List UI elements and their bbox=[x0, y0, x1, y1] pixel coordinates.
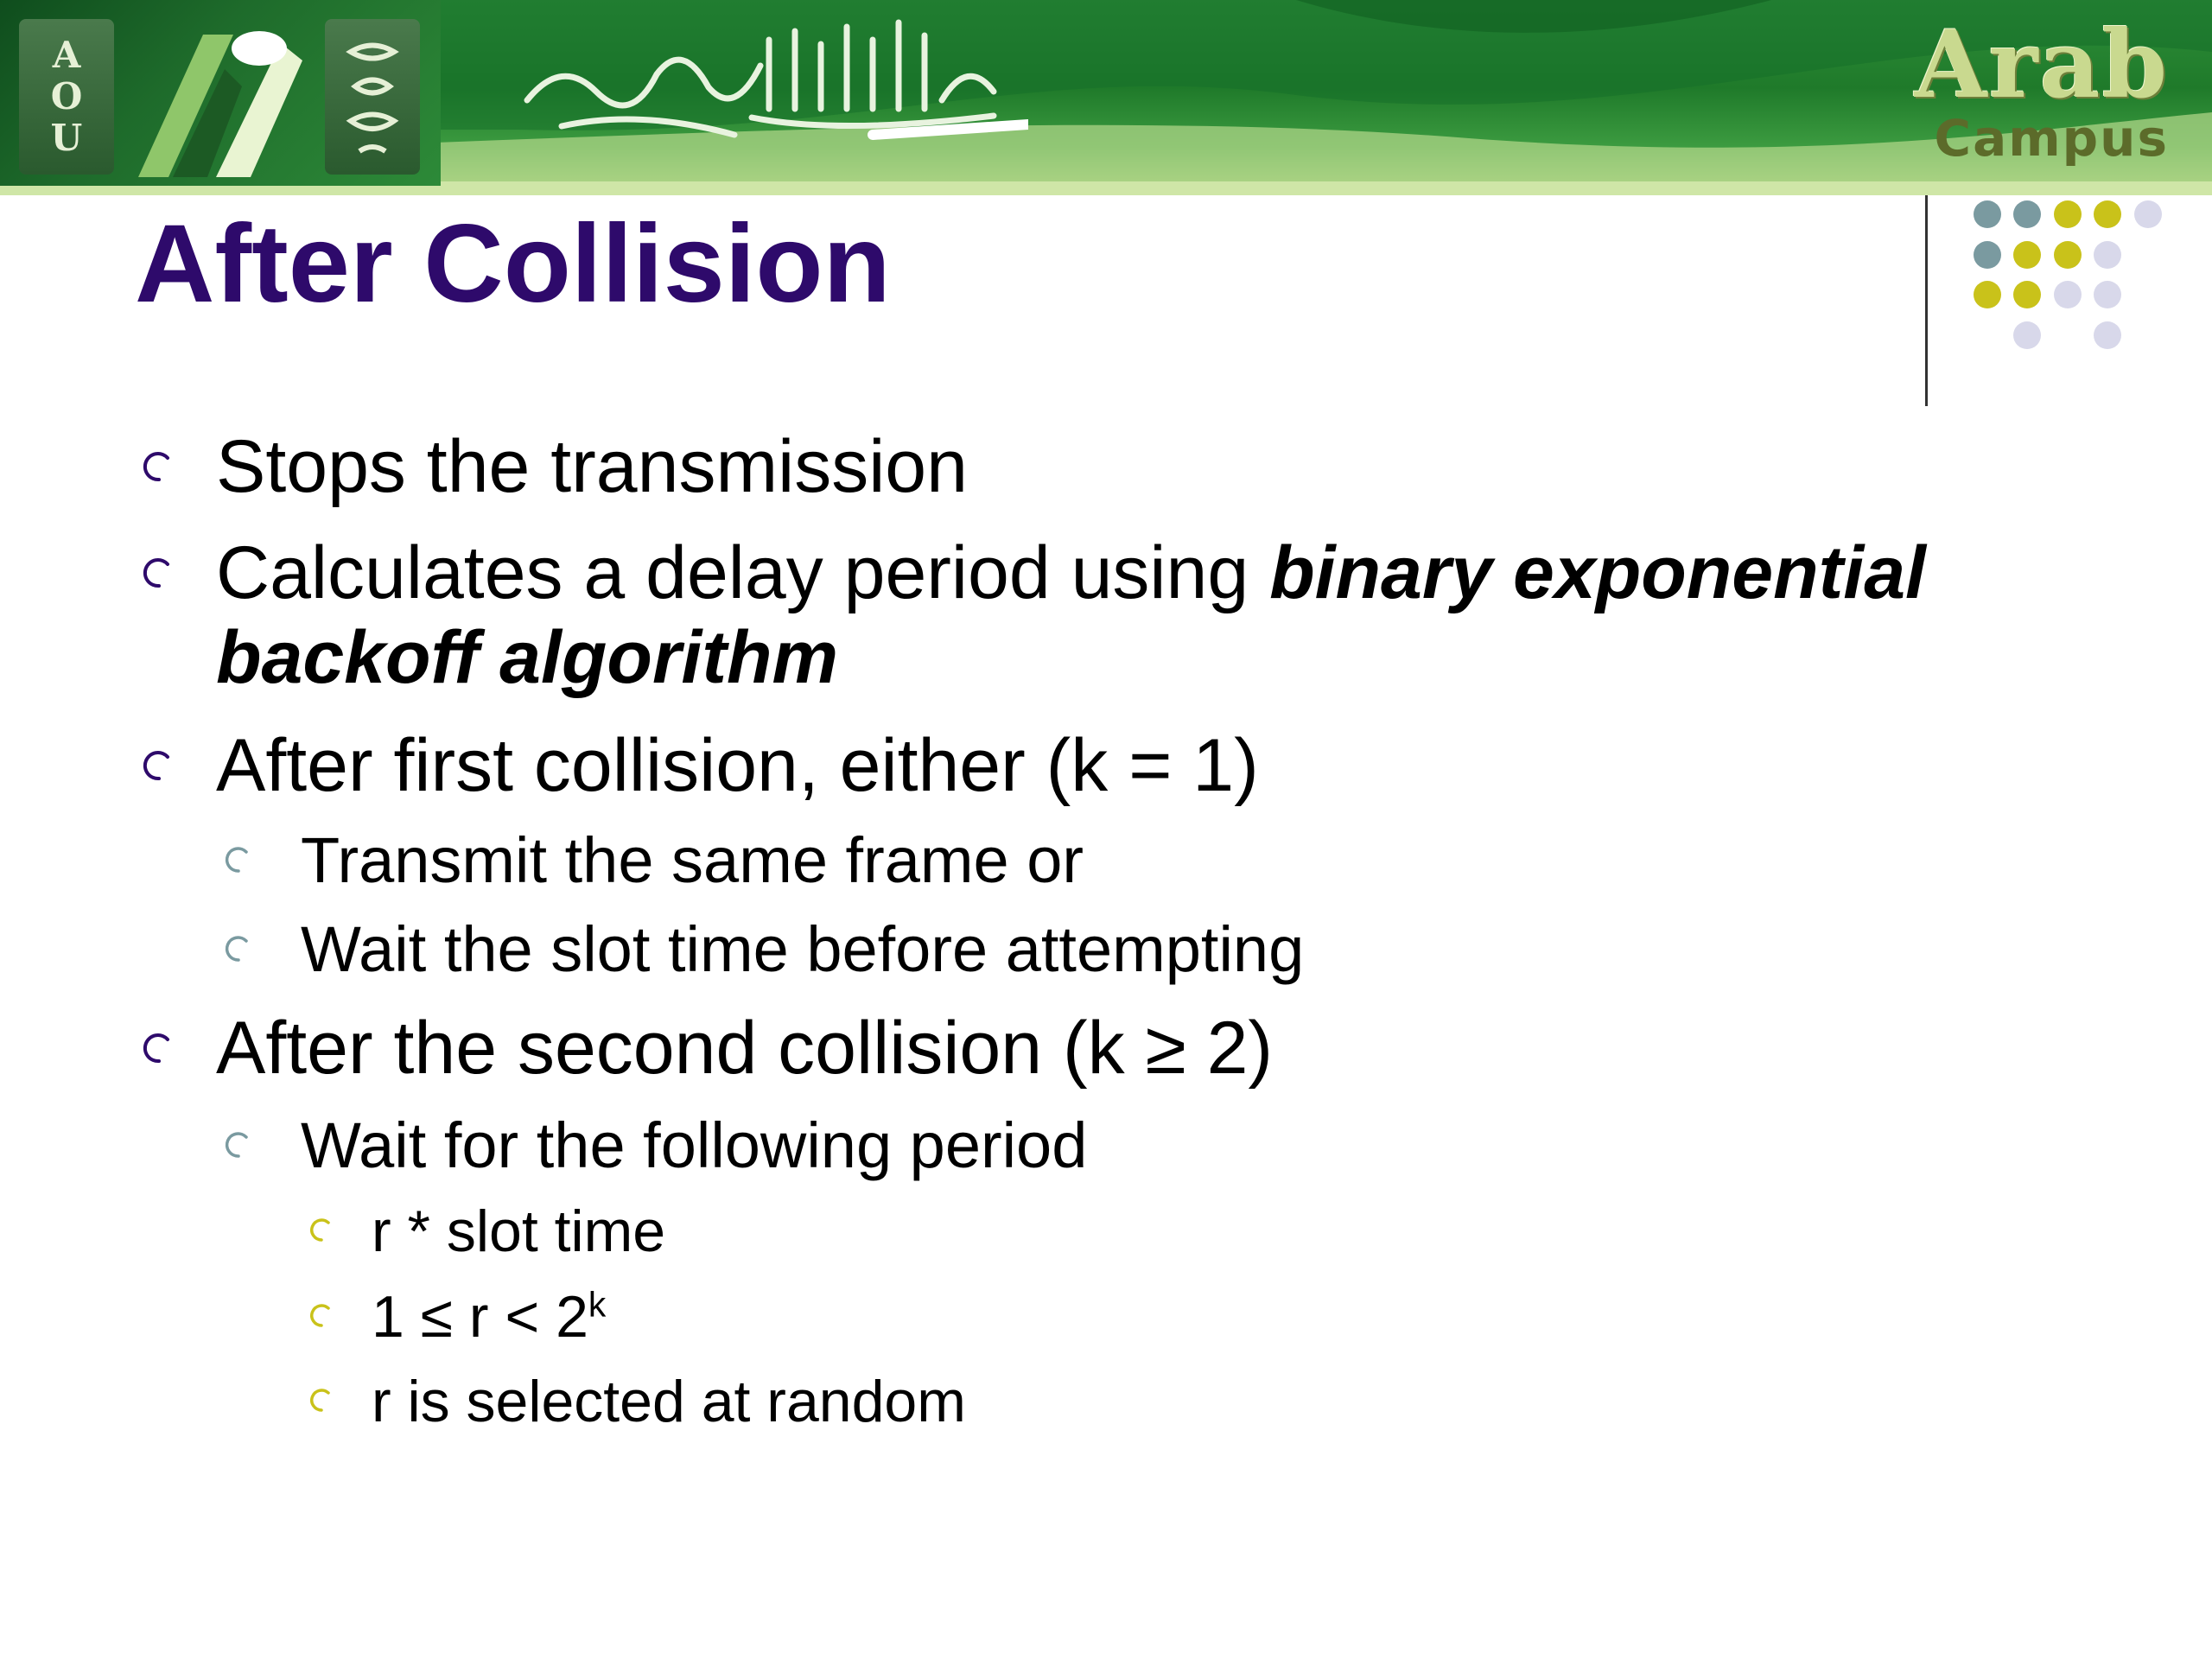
sub-bullet-icon bbox=[221, 932, 254, 965]
bullet-text: After first collision, either (k = 1) bbox=[216, 724, 1259, 807]
decor-dot bbox=[2054, 241, 2082, 269]
aou-logo-letters: AOU bbox=[50, 34, 83, 159]
bullet-text: Stops the transmission bbox=[216, 425, 968, 508]
decor-dot bbox=[2013, 321, 2041, 349]
decor-dot bbox=[2094, 241, 2121, 269]
formula-base: 1 ≤ r < 2 bbox=[372, 1284, 588, 1350]
decor-dot bbox=[1974, 241, 2001, 269]
bullet-icon bbox=[138, 554, 176, 592]
list-item bbox=[216, 723, 2152, 808]
bullet-text: After the second collision (k ≥ 2) bbox=[216, 1007, 1274, 1090]
decor-dot bbox=[2054, 200, 2082, 228]
decor-dot bbox=[2134, 200, 2162, 228]
sub-sub-bullet-icon bbox=[306, 1215, 335, 1244]
list-item bbox=[372, 1282, 2100, 1351]
formula-exponent: k bbox=[588, 1284, 607, 1325]
bullet-text: Wait the slot time before attempting bbox=[301, 913, 1305, 985]
title-divider-line bbox=[1925, 195, 1928, 406]
bullet-icon bbox=[138, 448, 176, 486]
aou-logo-emblem bbox=[121, 17, 315, 181]
bullet-text bbox=[216, 531, 2152, 700]
sub-sub-bullet-icon bbox=[306, 1300, 335, 1330]
decor-dot bbox=[1974, 281, 2001, 308]
bullet-text: Wait for the following period bbox=[301, 1109, 1088, 1181]
calligraphy-graphic bbox=[510, 5, 1028, 152]
bullet-text: r * slot time bbox=[372, 1198, 666, 1264]
bullet-text: r is selected at random bbox=[372, 1369, 966, 1434]
decor-dot bbox=[2094, 281, 2121, 308]
decor-dot bbox=[2094, 200, 2121, 228]
decor-dot bbox=[2013, 200, 2041, 228]
list-item bbox=[372, 1197, 2100, 1266]
brand-arab-text: Arab bbox=[1914, 10, 2169, 119]
decor-dot bbox=[1974, 200, 2001, 228]
header-banner bbox=[0, 0, 2212, 195]
sub-bullet-icon bbox=[221, 1128, 254, 1161]
decor-dot bbox=[2013, 241, 2041, 269]
list-item bbox=[216, 424, 2152, 509]
bullet-text bbox=[372, 1282, 2100, 1351]
brand-campus-text: Campus bbox=[1934, 109, 2169, 168]
decor-dot bbox=[2013, 281, 2041, 308]
aou-logo-arabic-mark bbox=[325, 35, 420, 173]
list-item bbox=[216, 1006, 2152, 1090]
list-item bbox=[372, 1367, 2100, 1436]
bullet-text-emphasis: backoff algorithm bbox=[216, 616, 838, 699]
bullet-text-emphasis: binary exponential bbox=[1269, 531, 1926, 614]
list-item bbox=[301, 823, 2115, 898]
bullet-icon bbox=[138, 747, 176, 785]
list-item bbox=[301, 1109, 2115, 1183]
sub-bullet-icon bbox=[221, 843, 254, 876]
list-item bbox=[301, 912, 2115, 987]
slide-title: After Collision bbox=[135, 202, 891, 326]
bullet-icon bbox=[138, 1029, 176, 1067]
decor-dot bbox=[2094, 321, 2121, 349]
bullet-text: Transmit the same frame or bbox=[301, 824, 1084, 896]
list-item bbox=[216, 531, 2152, 700]
decor-dot bbox=[2054, 281, 2082, 308]
sub-sub-bullet-icon bbox=[306, 1385, 335, 1414]
bullet-text-plain: Calculates a delay period using bbox=[216, 531, 1270, 614]
